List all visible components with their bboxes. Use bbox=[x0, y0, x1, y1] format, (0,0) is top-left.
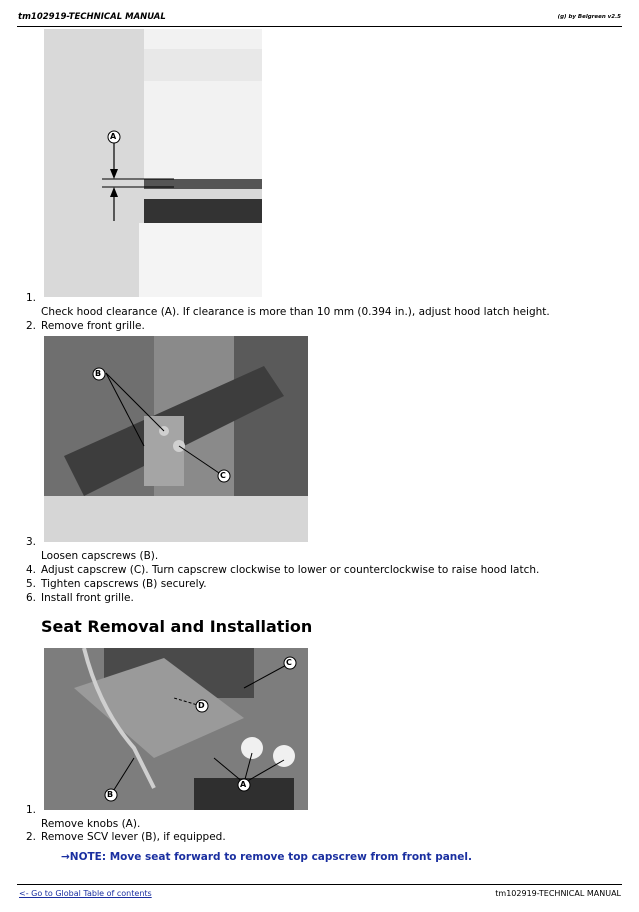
list-item-text: Loosen capscrews (B). bbox=[41, 550, 159, 562]
footer-divider bbox=[17, 884, 622, 885]
section-heading: Seat Removal and Installation bbox=[41, 617, 313, 636]
list-item-text: Remove knobs (A). bbox=[41, 818, 141, 830]
figure-label-a: A bbox=[240, 780, 247, 789]
global-toc-link[interactable]: <- Go to Global Table of contents bbox=[19, 889, 152, 898]
list-number: 1. bbox=[26, 292, 37, 304]
list-number: 2. bbox=[26, 320, 37, 332]
list-item-text: Install front grille. bbox=[41, 592, 134, 604]
footer-title: tm102919-TECHNICAL MANUAL bbox=[495, 889, 621, 898]
hood-clearance-photo bbox=[44, 29, 262, 297]
list-number: 4. bbox=[26, 564, 37, 576]
figure-label-d: D bbox=[198, 701, 205, 710]
hood-latch-photo bbox=[44, 336, 308, 542]
list-item-text: Tighten capscrews (B) securely. bbox=[41, 578, 207, 590]
figure-label-a: A bbox=[110, 132, 117, 141]
list-number: 5. bbox=[26, 578, 37, 590]
list-item-text: Remove SCV lever (B), if equipped. bbox=[41, 831, 226, 843]
figure-label-c: C bbox=[220, 471, 226, 480]
list-number: 6. bbox=[26, 592, 37, 604]
list-number: 2. bbox=[26, 831, 37, 843]
figure-label-c: C bbox=[286, 658, 292, 667]
list-item-text: Adjust capscrew (C). Turn capscrew clockwise to lower or counterclockwise to raise hood latch. bbox=[41, 564, 540, 576]
note-text: →NOTE: Move seat forward to remove top capscrew from front panel. bbox=[61, 851, 472, 863]
page-header bbox=[17, 8, 622, 27]
figure-label-b: B bbox=[107, 790, 114, 799]
list-number: 3. bbox=[26, 536, 37, 548]
header-credit: (g) by Belgreen v2.5 bbox=[557, 14, 621, 20]
header-title: tm102919-TECHNICAL MANUAL bbox=[18, 12, 166, 22]
list-item-text: Remove front grille. bbox=[41, 320, 145, 332]
figure-label-b: B bbox=[95, 369, 102, 378]
seat-removal-photo bbox=[44, 648, 308, 810]
list-number: 1. bbox=[26, 804, 37, 816]
list-item-text: Check hood clearance (A). If clearance is more than 10 mm (0.394 in.), adjust hood latch height. bbox=[41, 306, 550, 318]
